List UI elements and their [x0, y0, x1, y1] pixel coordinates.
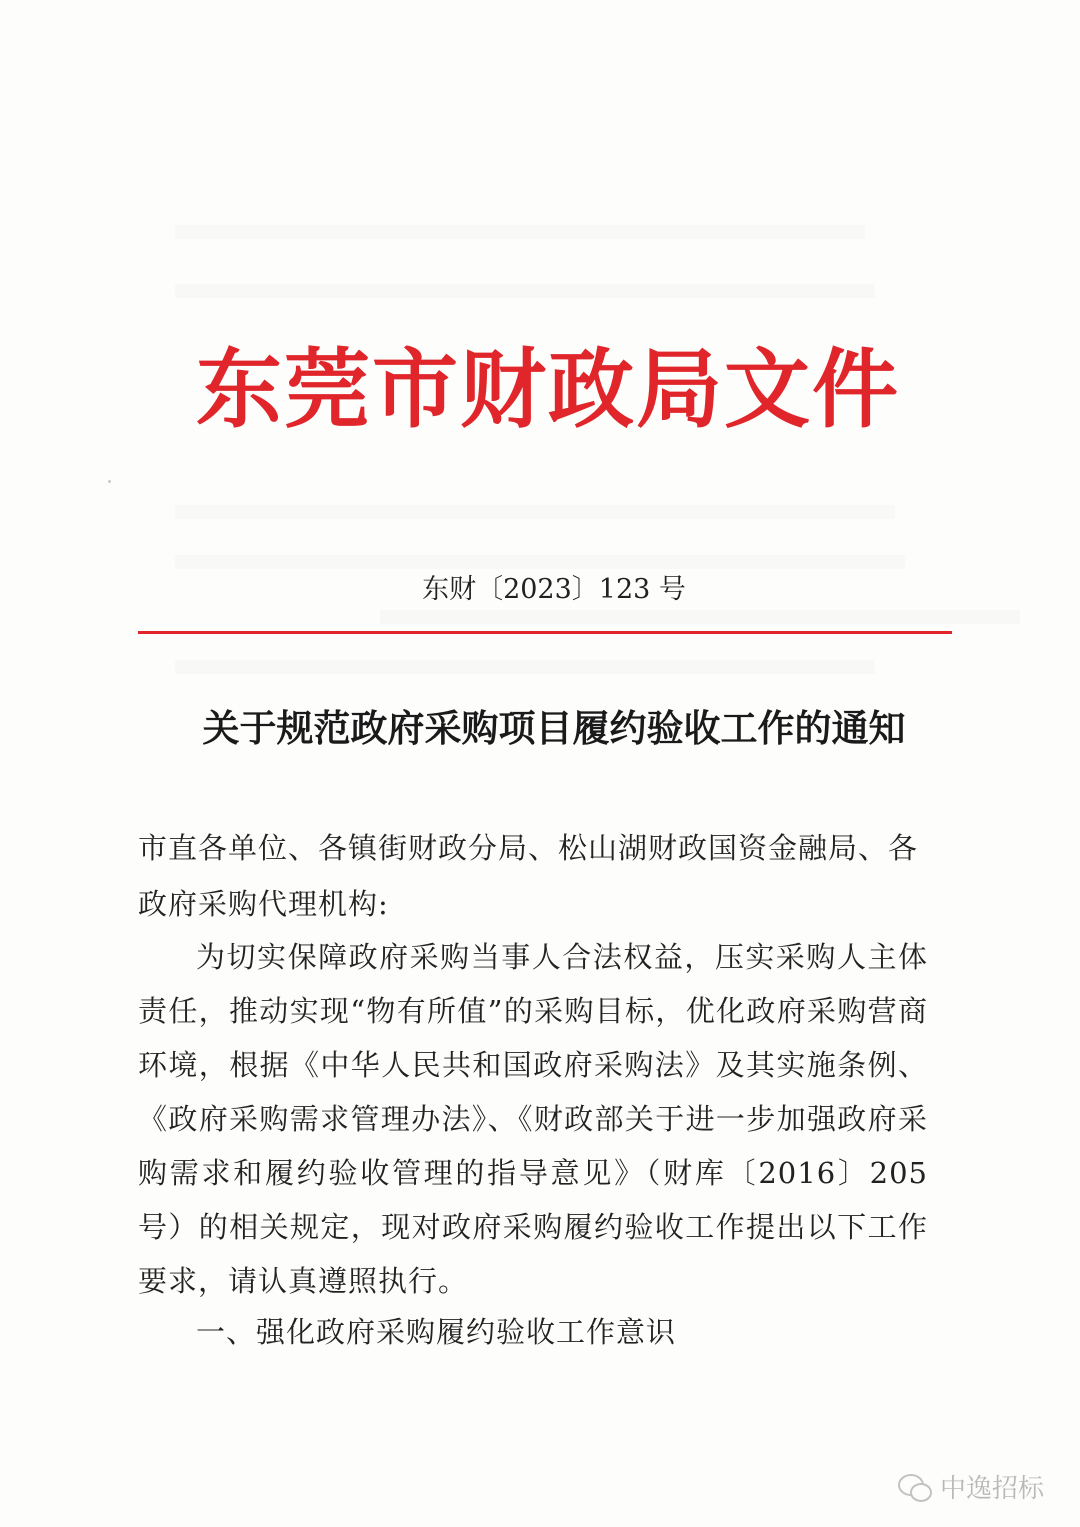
red-divider-line	[138, 631, 952, 634]
bleed-through-line	[175, 555, 905, 569]
watermark	[898, 1468, 1044, 1505]
section-heading: 一、强化政府采购履约验收工作意识	[196, 1315, 677, 1349]
notice-title: 关于规范政府采购项目履约验收工作的通知	[202, 706, 906, 750]
document-number: 东财〔2023〕123 号	[422, 574, 686, 605]
bleed-through-line	[380, 610, 1020, 624]
issuer-header: 东莞市财政局文件	[196, 339, 900, 440]
watermark-text: 中逸招标	[939, 1474, 1044, 1504]
bleed-through-line	[175, 225, 865, 239]
wechat-icon	[898, 1472, 932, 1502]
bleed-through-line	[175, 660, 875, 674]
scan-speck	[108, 480, 111, 483]
bleed-through-line	[175, 505, 895, 519]
bleed-through-line	[175, 284, 875, 298]
addressee: 市直各单位、各镇街财政分局、松山湖财政国资金融局、各政府采购代理机构:	[138, 831, 919, 921]
body-paragraph: 为切实保障政府采购当事人合法权益，压实采购人主体责任，推动实现“物有所值”的采购目标，优化政府采购营商环境，根据《中华人民共和国政府采购法》及其实施条例、《政府采购需求管理办法》、《财政部关于进一步加强政府采购需求和履约验收管理的指导意见》（财库〔2016〕205 号）的相关规定，现对政府采购履约验收工作提出以下工作要求，请认真遵照执行。	[138, 940, 928, 1298]
